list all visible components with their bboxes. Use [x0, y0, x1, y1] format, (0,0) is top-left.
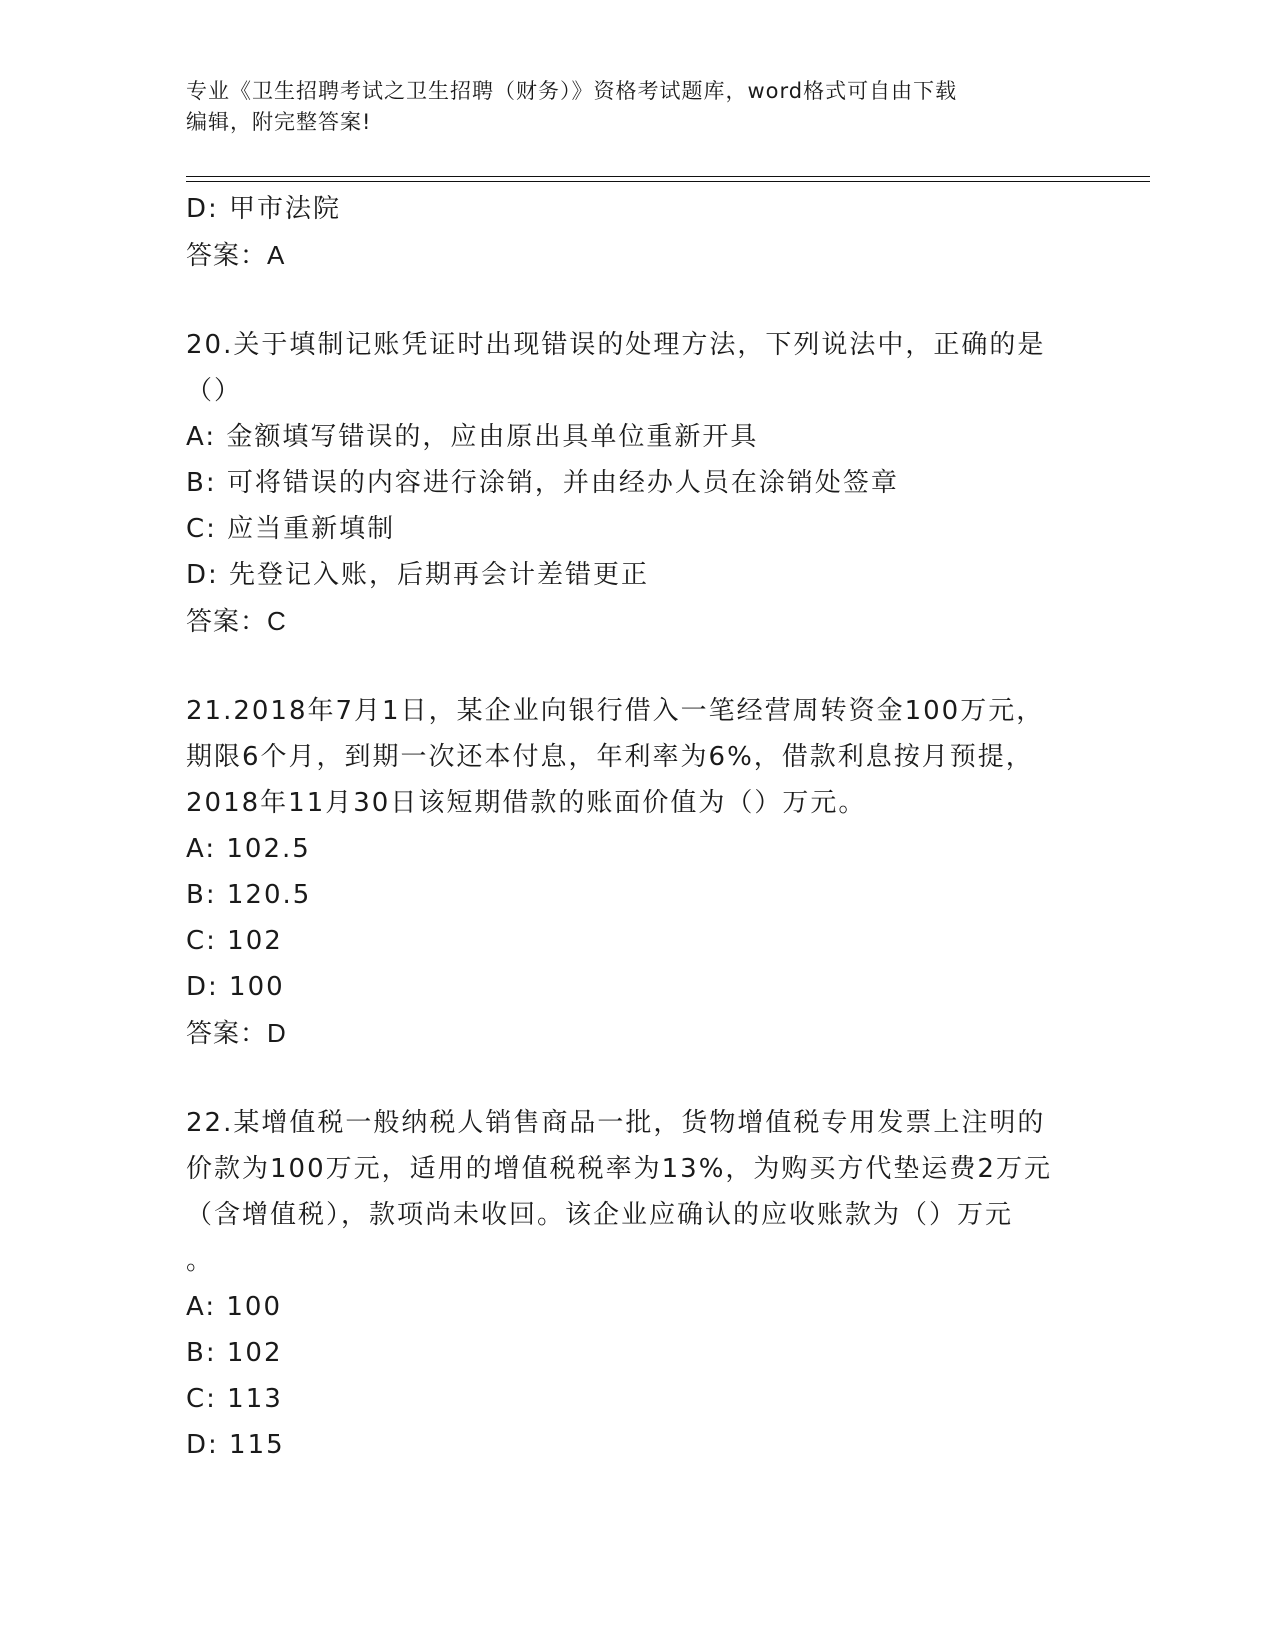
prev-option-d: D: 甲市法院 — [186, 194, 342, 224]
q21-option-d: D: 100 — [186, 972, 285, 1002]
header-line-2: 编辑，附完整答案! — [186, 110, 372, 134]
q21-stem-line-2: 期限6个月，到期一次还本付息，年利率为6%，借款利息按月预提， — [186, 742, 1034, 772]
q22-option-c: C: 113 — [186, 1384, 283, 1414]
header-line-1: 专业《卫生招聘考试之卫生招聘（财务）》资格考试题库，word格式可自由下载 — [186, 79, 958, 103]
q20-option-b: B: 可将错误的内容进行涂销，并由经办人员在涂销处签章 — [186, 468, 899, 498]
q20-option-c: C: 应当重新填制 — [186, 514, 396, 544]
q21-answer: 答案：D — [186, 1018, 287, 1048]
q22-option-a: A: 100 — [186, 1292, 282, 1322]
q22-option-b: B: 102 — [186, 1338, 283, 1368]
q21-option-c: C: 102 — [186, 926, 283, 956]
q22-stem-line-4: 。 — [186, 1246, 215, 1276]
q21-stem-line-3: 2018年11月30日该短期借款的账面价值为（）万元。 — [186, 788, 867, 818]
question-20 — [186, 322, 1086, 644]
q22-option-d: D: 115 — [186, 1430, 285, 1460]
spacer — [186, 644, 1086, 688]
question-22 — [186, 1100, 1086, 1468]
question-21 — [186, 688, 1086, 1056]
q20-option-a: A: 金额填写错误的，应由原出具单位重新开具 — [186, 422, 759, 452]
spacer — [186, 278, 1086, 322]
q20-stem-line-1: 20.关于填制记账凭证时出现错误的处理方法，下列说法中，正确的是 — [186, 330, 1046, 360]
q22-stem-line-3: （含增值税），款项尚未收回。该企业应确认的应收账款为（）万元 — [186, 1200, 1014, 1230]
header-divider-top — [186, 176, 1150, 177]
question-content — [186, 186, 1086, 1468]
q20-stem-line-2: （） — [186, 376, 243, 406]
q21-option-b: B: 120.5 — [186, 880, 312, 910]
q20-option-d: D: 先登记入账，后期再会计差错更正 — [186, 560, 650, 590]
header-divider-bottom — [186, 181, 1150, 182]
q22-stem-line-1: 22.某增值税一般纳税人销售商品一批，货物增值税专用发票上注明的 — [186, 1108, 1046, 1138]
q22-stem-line-2: 价款为100万元，适用的增值税税率为13%，为购买方代垫运费2万元 — [186, 1154, 1052, 1184]
q21-stem-line-1: 21.2018年7月1日，某企业向银行借入一笔经营周转资金100万元， — [186, 696, 1045, 726]
spacer — [186, 1056, 1086, 1100]
q20-answer: 答案：C — [186, 606, 287, 636]
document-header — [186, 76, 1086, 138]
q21-option-a: A: 102.5 — [186, 834, 311, 864]
prev-answer: 答案：A — [186, 240, 286, 270]
